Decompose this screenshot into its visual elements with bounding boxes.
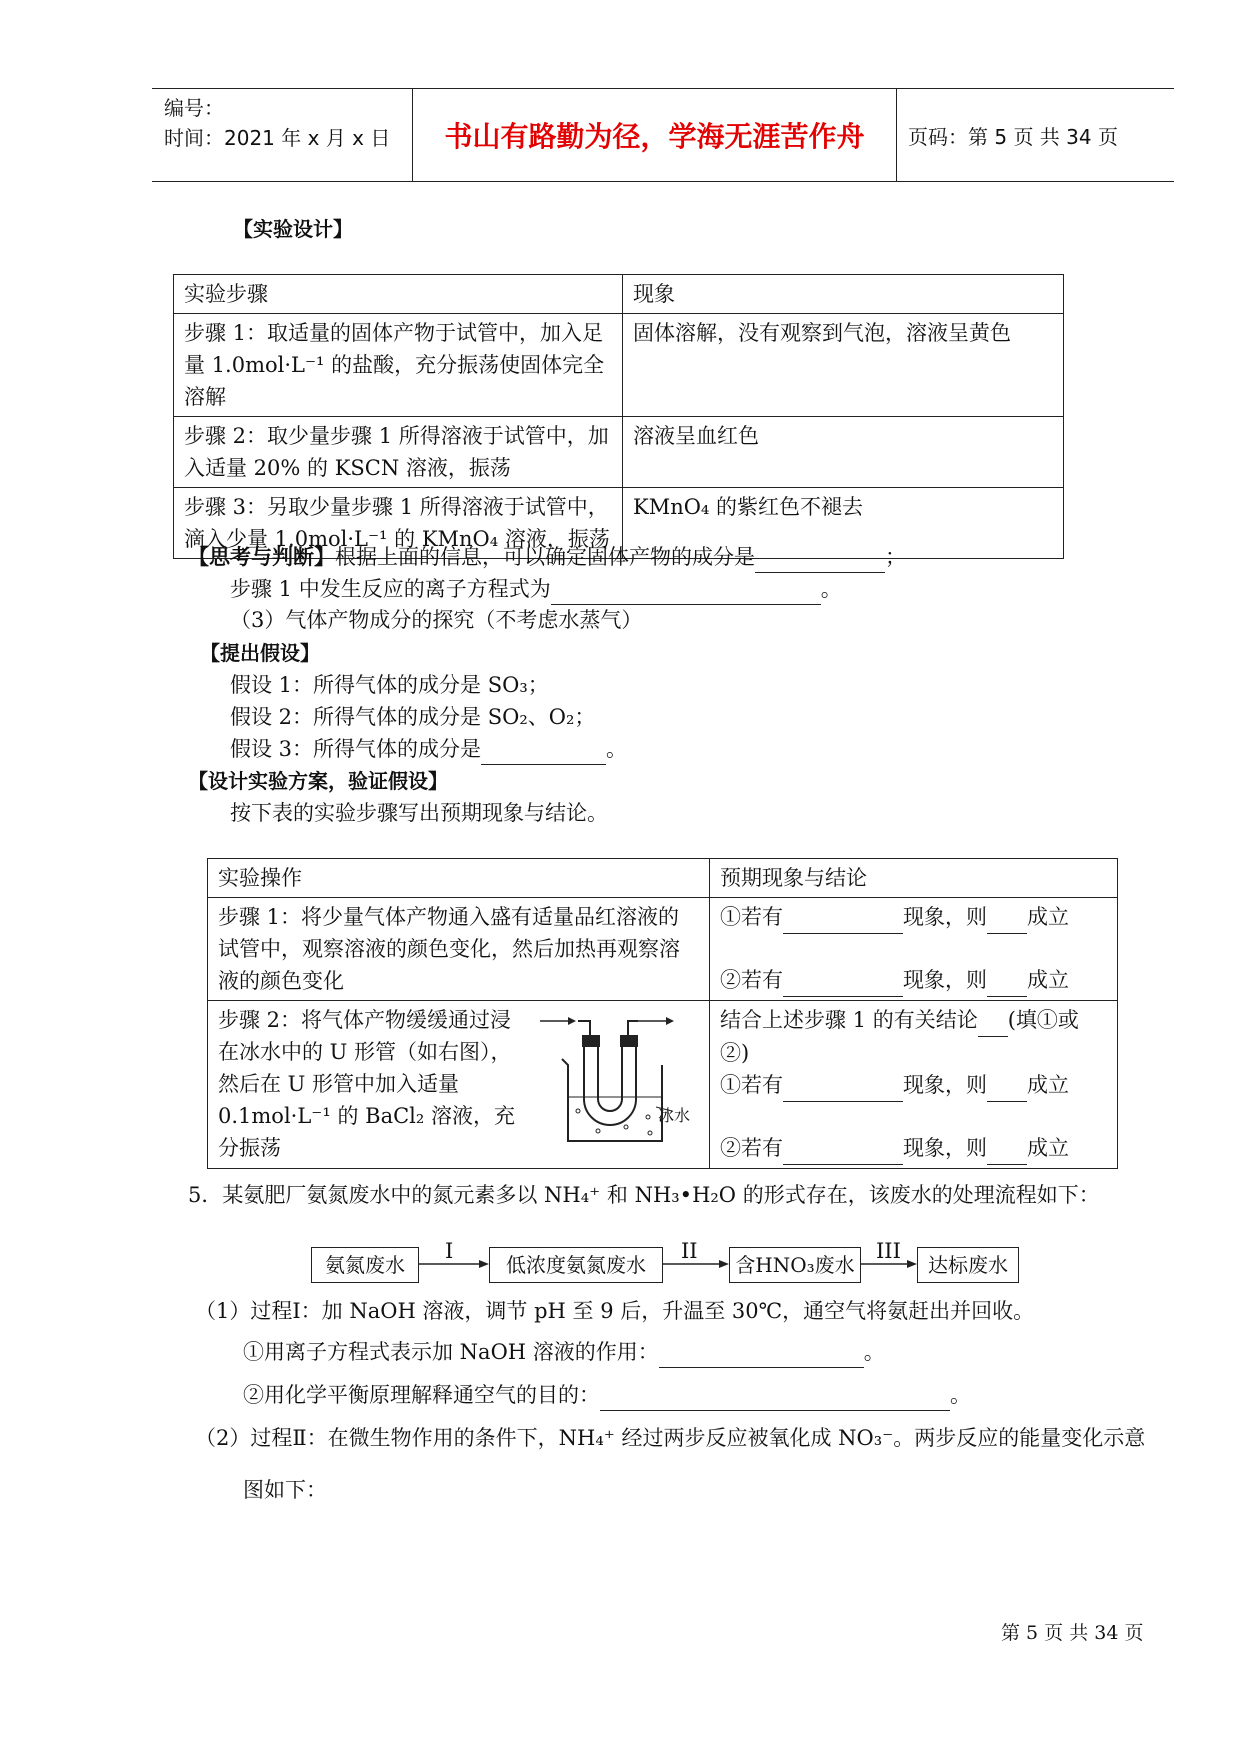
section-design: 【实验设计】 (233, 217, 353, 241)
holds-label: 成立 (1027, 1136, 1069, 1160)
phenomenon-label: 现象，则 (903, 968, 987, 992)
think-text: 根据上面的信息，可以确定固体产物的成分是 (335, 545, 755, 569)
answer-blank[interactable] (987, 901, 1027, 934)
table1-result: 溶液呈血红色 (623, 417, 1064, 488)
answer-blank[interactable] (987, 1069, 1027, 1102)
answer-blank[interactable] (783, 964, 903, 997)
table2-step1-result (710, 898, 1118, 1001)
flow-box: 氨氮废水 (311, 1247, 419, 1283)
number-label: 编号： (164, 96, 224, 120)
table1-header-step: 实验步骤 (174, 275, 623, 314)
think-end: ； (885, 545, 906, 569)
if-label: ②若有 (720, 968, 783, 992)
period: 。 (820, 577, 842, 601)
verify-text: 按下表的实验步骤写出预期现象与结论。 (230, 801, 608, 825)
if-label: ①若有 (720, 1073, 783, 1097)
answer-blank[interactable] (783, 901, 903, 934)
holds-label: 成立 (1027, 1073, 1069, 1097)
hypothesis-2: 假设 2：所得气体的成分是 SO₂、O₂； (230, 705, 596, 729)
choose-label: (填①或②) (720, 1008, 1079, 1065)
flow-step-label: II (681, 1239, 698, 1263)
flow-step-label: III (876, 1239, 901, 1263)
period: 。 (863, 1340, 885, 1364)
if-label: ①若有 (720, 905, 783, 929)
process-2b: 图如下： (243, 1478, 327, 1502)
process-1b: ②用化学平衡原理解释通空气的目的： (243, 1383, 600, 1407)
process-1: （1）过程Ⅰ：加 NaOH 溶液，调节 pH 至 9 后，升温至 30℃，通空气将氨赶出并回收。 (195, 1299, 1035, 1323)
table2-step2-cell (208, 1001, 710, 1169)
page-indicator: 页码：第 5 页 共 34 页 (908, 124, 1118, 149)
table1-step: 步骤 3：另取少量步骤 1 所得溶液于试管中，滴入少量 1.0mol·L⁻¹ 的 KMnO₄ 溶液，振荡 (174, 488, 623, 559)
u-tube-apparatus-diagram (538, 1007, 698, 1147)
flow-arrows (0, 1236, 1241, 1296)
period: 。 (606, 737, 628, 761)
date-label: 时间：2021 年 x 月 x 日 (164, 126, 391, 150)
holds-label: 成立 (1027, 968, 1069, 992)
flow-box: 低浓度氨氮废水 (489, 1247, 663, 1283)
process-1a-line (243, 1337, 885, 1368)
table-row (208, 898, 1118, 1001)
process-1a: ①用离子方程式表示加 NaOH 溶液的作用： (243, 1340, 659, 1364)
answer-blank[interactable] (755, 542, 885, 573)
period: 。 (950, 1383, 971, 1407)
answer-blank[interactable] (783, 1132, 903, 1165)
hypothesis-3-line (230, 734, 627, 765)
answer-blank[interactable] (600, 1380, 950, 1411)
if-label: ②若有 (720, 1136, 783, 1160)
process-2: （2）过程Ⅱ：在微生物作用的条件下，NH₄⁺ 经过两步反应被氧化成 NO₃⁻。两步反应的能量变化示意 (195, 1426, 1146, 1450)
phenomenon-label: 现象，则 (903, 905, 987, 929)
motto: 书山有路勤为径，学海无涯苦作舟 (412, 89, 897, 181)
table2-step2-result (710, 1001, 1118, 1169)
hypothesis-1: 假设 1：所得气体的成分是 SO₃； (230, 673, 549, 697)
table1-result: 固体溶解，没有观察到气泡，溶液呈黄色 (623, 314, 1064, 417)
part3-text: （3）气体产物成分的探究（不考虑水蒸气） (230, 608, 643, 632)
flow-box: 含HNO₃废水 (729, 1247, 861, 1283)
equation-text: 步骤 1 中发生反应的离子方程式为 (230, 577, 551, 601)
answer-blank[interactable] (659, 1337, 864, 1368)
experiment-table (173, 274, 1064, 559)
page-footer: 第 5 页 共 34 页 (1001, 1622, 1144, 1644)
hypothesis-3: 假设 3：所得气体的成分是 (230, 737, 482, 761)
answer-blank[interactable] (987, 1132, 1027, 1165)
flow-box: 达标废水 (917, 1247, 1019, 1283)
table1-step: 步骤 2：取少量步骤 1 所得溶液于试管中，加入适量 20% 的 KSCN 溶液，振荡 (174, 417, 623, 488)
ice-water-label: 冰水 (658, 1106, 691, 1125)
answer-blank[interactable] (481, 734, 606, 765)
table2-step1: 步骤 1：将少量气体产物通入盛有适量品红溶液的试管中，观察溶液的颜色变化，然后加热再观察溶液的颜色变化 (208, 898, 710, 1001)
answer-blank[interactable] (551, 574, 821, 605)
flow-step-label: I (445, 1239, 454, 1263)
hypothesis-title: 【提出假设】 (200, 641, 320, 665)
page-header (152, 88, 1174, 182)
table-row (174, 417, 1064, 488)
table-row (174, 314, 1064, 417)
combine-label: 结合上述步骤 1 的有关结论 (720, 1008, 978, 1032)
verification-table (207, 858, 1118, 1169)
holds-label: 成立 (1027, 905, 1069, 929)
think-label: 【思考与判断】 (188, 545, 335, 569)
table1-header-result: 现象 (623, 275, 1064, 314)
process-1b-line (243, 1380, 971, 1411)
equation-line (230, 574, 842, 605)
think-line (188, 542, 906, 573)
table2-step2: 步骤 2：将气体产物缓缓通过浸在冰水中的 U 形管（如右图），然后在 U 形管中加入适量 0.1mol·L⁻¹ 的 BaCl₂ 溶液，充分振荡 (218, 1008, 515, 1160)
table1-step: 步骤 1：取适量的固体产物于试管中，加入足量 1.0mol·L⁻¹ 的盐酸，充分振荡使固体完全溶解 (174, 314, 623, 417)
answer-blank[interactable] (978, 1004, 1008, 1037)
table1-result: KMnO₄ 的紫红色不褪去 (623, 488, 1064, 559)
table2-header-op: 实验操作 (208, 859, 710, 898)
header-meta (164, 93, 390, 153)
phenomenon-label: 现象，则 (903, 1073, 987, 1097)
answer-blank[interactable] (987, 964, 1027, 997)
table2-header-result: 预期现象与结论 (710, 859, 1118, 898)
phenomenon-label: 现象，则 (903, 1136, 987, 1160)
verify-title: 【设计实验方案，验证假设】 (188, 769, 448, 793)
question-5: 5．某氨肥厂氨氮废水中的氮元素多以 NH₄⁺ 和 NH₃•H₂O 的形式存在，该废水的处理流程如下： (188, 1183, 1100, 1207)
table-row (208, 1001, 1118, 1169)
answer-blank[interactable] (783, 1069, 903, 1102)
